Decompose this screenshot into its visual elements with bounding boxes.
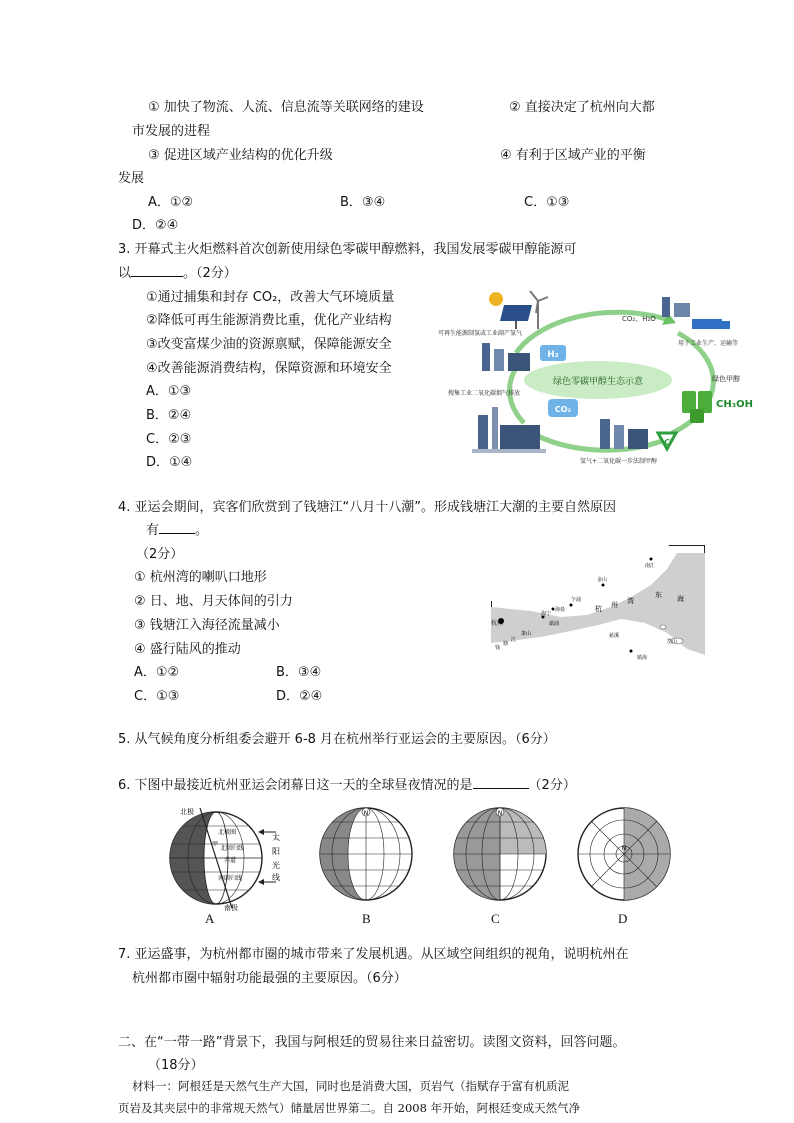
co2-capture-label: 搜集工业二氧化碳烟气排放	[448, 390, 521, 397]
globe-a-sunlight-4: 线	[272, 873, 280, 882]
q3-option-1: ①通过捕集和封存 CO₂，改善大气环境质量	[146, 290, 395, 305]
map-label-bay-1: 杭	[595, 605, 602, 613]
factory-truck-icon	[662, 297, 730, 329]
globe-d-north-mark: N	[621, 845, 627, 852]
material-1-line-1: 材料一：阿根廷是天然气生产大国，同时也是消费大国，页岩气（指赋存于富有机质泥	[132, 1079, 569, 1093]
q2-option-1: ① 加快了物流、人流、信息流等关联网络的建设	[148, 100, 424, 115]
map-label-haining: 海宁	[541, 611, 552, 617]
material-1-line-2: 页岩及其夹层中的非常规天然气）储量居世界第二。自 2008 年开始，阿根廷变成天然气净	[118, 1101, 581, 1115]
section2-title: 二、在“一带一路”背景下，我国与阿根廷的贸易往来日益密切。读图文资料，回答问题。	[118, 1035, 626, 1050]
q4-choice-c: C．①③	[134, 689, 180, 704]
map-label-zhapu: 乍浦	[571, 597, 582, 603]
synthesis-plant-icon	[600, 419, 648, 449]
globe-label-a: A	[205, 911, 215, 926]
q4-option-4: ④ 盛行陆风的推动	[134, 642, 241, 657]
q4-stem-cont	[146, 519, 208, 538]
section2-score: （18分）	[148, 1058, 204, 1073]
q4-choice-b: B．③④	[276, 665, 322, 680]
q2-choice-a: A．①②	[148, 195, 194, 210]
q4-score: （2分）	[136, 547, 184, 562]
q7-line-2: 杭州都市圈中辐射功能最强的主要原因。（6分）	[132, 971, 407, 986]
q7-line-1: 7. 亚运盛事，为杭州都市圈的城市带来了发展机遇。从区域空间组织的视角，说明杭州在	[118, 947, 629, 962]
globe-label-c: C	[491, 911, 500, 926]
q3-option-3: ③改变富煤少油的资源禀赋，保障能源安全	[146, 337, 392, 352]
map-label-hangzhou: 杭州	[491, 620, 504, 627]
q4-option-3: ③ 钱塘江入海径流量减小	[134, 618, 280, 633]
q4-option-2: ② 日、地、月天体间的引力	[134, 594, 293, 609]
solar-panel-icon	[489, 292, 532, 329]
recycle-c-label: C	[664, 438, 670, 447]
methanol-cycle-diagram	[436, 283, 756, 469]
map-label-zhenhai: 镇海	[637, 655, 648, 661]
h2-label: H₂	[547, 350, 559, 360]
q6-stem-line	[118, 774, 576, 793]
map-label-jinshan: 金山	[597, 577, 608, 583]
map-label-cixi: 慈溪	[609, 633, 620, 639]
ch3oh-label: CH₃OH	[716, 399, 753, 410]
q3-choice-c: C．②③	[146, 432, 192, 447]
globe-a-sunlight-2: 阳	[272, 847, 280, 856]
diagram-center-label: 绿色零碳甲醇生态示意	[552, 377, 644, 387]
q6-stem: 6. 下图中最接近杭州亚运会闭幕日这一天的全球昼夜情况的是	[118, 778, 473, 793]
map-label-bay-2: 州	[611, 601, 618, 609]
map-label-sea-1: 东	[655, 591, 662, 599]
industrial-use-label: 用于工业生产、运输等	[678, 340, 739, 347]
map-label-river-3: 江	[511, 637, 517, 643]
q4-stem-suffix: 。	[195, 523, 209, 538]
globe-a-south-pole: 南极	[224, 904, 238, 912]
industrial-plant-icon	[472, 407, 546, 453]
map-label-river-1: 钱	[495, 645, 501, 651]
globe-a-jia: 甲	[212, 841, 219, 848]
q4-choice-a: A．①②	[134, 665, 180, 680]
green-methanol-label: 绿色甲醇	[712, 375, 740, 383]
globe-a-north-pole: 北极	[180, 808, 194, 816]
globe-a-tropic-n: 北回归线	[220, 845, 245, 852]
q2-choice-b: B．③④	[340, 195, 386, 210]
globe-b-figure	[318, 806, 414, 902]
q3-choice-d: D．①④	[146, 455, 193, 470]
q6-answer-blank[interactable]	[473, 776, 529, 789]
map-island	[660, 625, 666, 629]
q3-stem: 3. 开幕式主火炬燃料首次创新使用绿色零碳甲醇燃料，我国发展零碳甲醇能源可	[118, 242, 577, 257]
globe-d-figure	[576, 806, 672, 902]
map-label-ganpu: 澉浦	[549, 621, 560, 627]
q3-choice-a: A．①③	[146, 384, 192, 399]
hangzhou-bay-map	[491, 545, 705, 669]
q3-answer-blank[interactable]	[131, 264, 183, 277]
globe-c-figure	[452, 806, 548, 902]
q4-stem-prefix: 有	[146, 523, 160, 538]
q4-option-1: ① 杭州湾的喇叭口地形	[134, 570, 267, 585]
map-label-xiaoshan: 萧山	[521, 631, 532, 637]
map-label-daishan: 岱山	[667, 639, 678, 645]
globe-label-b: B	[362, 911, 371, 926]
q4-choice-d: D．②④	[276, 689, 323, 704]
methanol-drums-icon	[682, 391, 712, 423]
q2-option-2-cont: 市发展的进程	[132, 124, 211, 139]
map-label-haiyan: 海盐	[555, 607, 566, 613]
globe-b-north-mark: N	[363, 810, 369, 817]
products-label: CO₂、H₂O	[622, 315, 656, 323]
q2-option-2: ② 直接决定了杭州向大都	[509, 100, 655, 115]
globe-a-sunlight-1: 太	[272, 833, 280, 842]
q2-option-4: ④ 有利于区域产业的平衡	[500, 148, 646, 163]
synthesis-label: 氢气+二氧化碳一步法制甲醇	[580, 458, 658, 465]
q5-text: 5. 从气候角度分析组委会避开 6-8 月在杭州举行亚运会的主要原因。（6分）	[118, 732, 556, 747]
globe-a-arctic-circle: 北极圈	[218, 829, 237, 836]
q3-stem-score: 。（2分）	[183, 266, 237, 281]
map-label-sea-2: 海	[677, 595, 684, 603]
q3-choice-b: B．②④	[146, 408, 192, 423]
globe-a-figure	[160, 804, 288, 912]
co2-label: CO₂	[554, 405, 572, 414]
q4-answer-blank[interactable]	[159, 521, 195, 534]
renewable-hydrogen-label: 可再生能源制氢或工业副产氢气	[438, 330, 523, 337]
map-label-bay-3: 湾	[627, 597, 634, 605]
q3-stem-prefix: 以	[118, 266, 132, 281]
q2-choice-d: D．②④	[132, 218, 179, 233]
globe-a-equator: 赤道	[224, 857, 237, 864]
globe-a-tropic-s: 南回归线	[218, 875, 243, 882]
q6-score: （2分）	[528, 778, 576, 793]
q4-stem: 4. 亚运会期间，宾客们欣赏到了钱塘江“八月十八潮”。形成钱塘江大潮的主要自然原因	[118, 500, 617, 515]
q3-option-2: ②降低可再生能源消费比重，优化产业结构	[146, 313, 392, 328]
globe-a-sunlight-3: 光	[272, 861, 280, 870]
globe-c-north-mark: N	[497, 810, 503, 817]
q2-option-3: ③ 促进区域产业结构的优化升级	[148, 148, 333, 163]
map-label-river-2: 塘	[503, 641, 509, 647]
globe-label-d: D	[618, 911, 628, 926]
map-label-nanhui: 南汇	[645, 563, 656, 569]
q2-choice-c: C．①③	[524, 195, 570, 210]
q3-option-4: ④改善能源消费结构，保障资源和环境安全	[146, 361, 392, 376]
wind-turbine-icon	[530, 291, 548, 329]
globe-c-night-right	[497, 808, 546, 854]
q3-stem-cont	[118, 262, 237, 281]
q2-option-4-cont: 发展	[118, 171, 145, 186]
